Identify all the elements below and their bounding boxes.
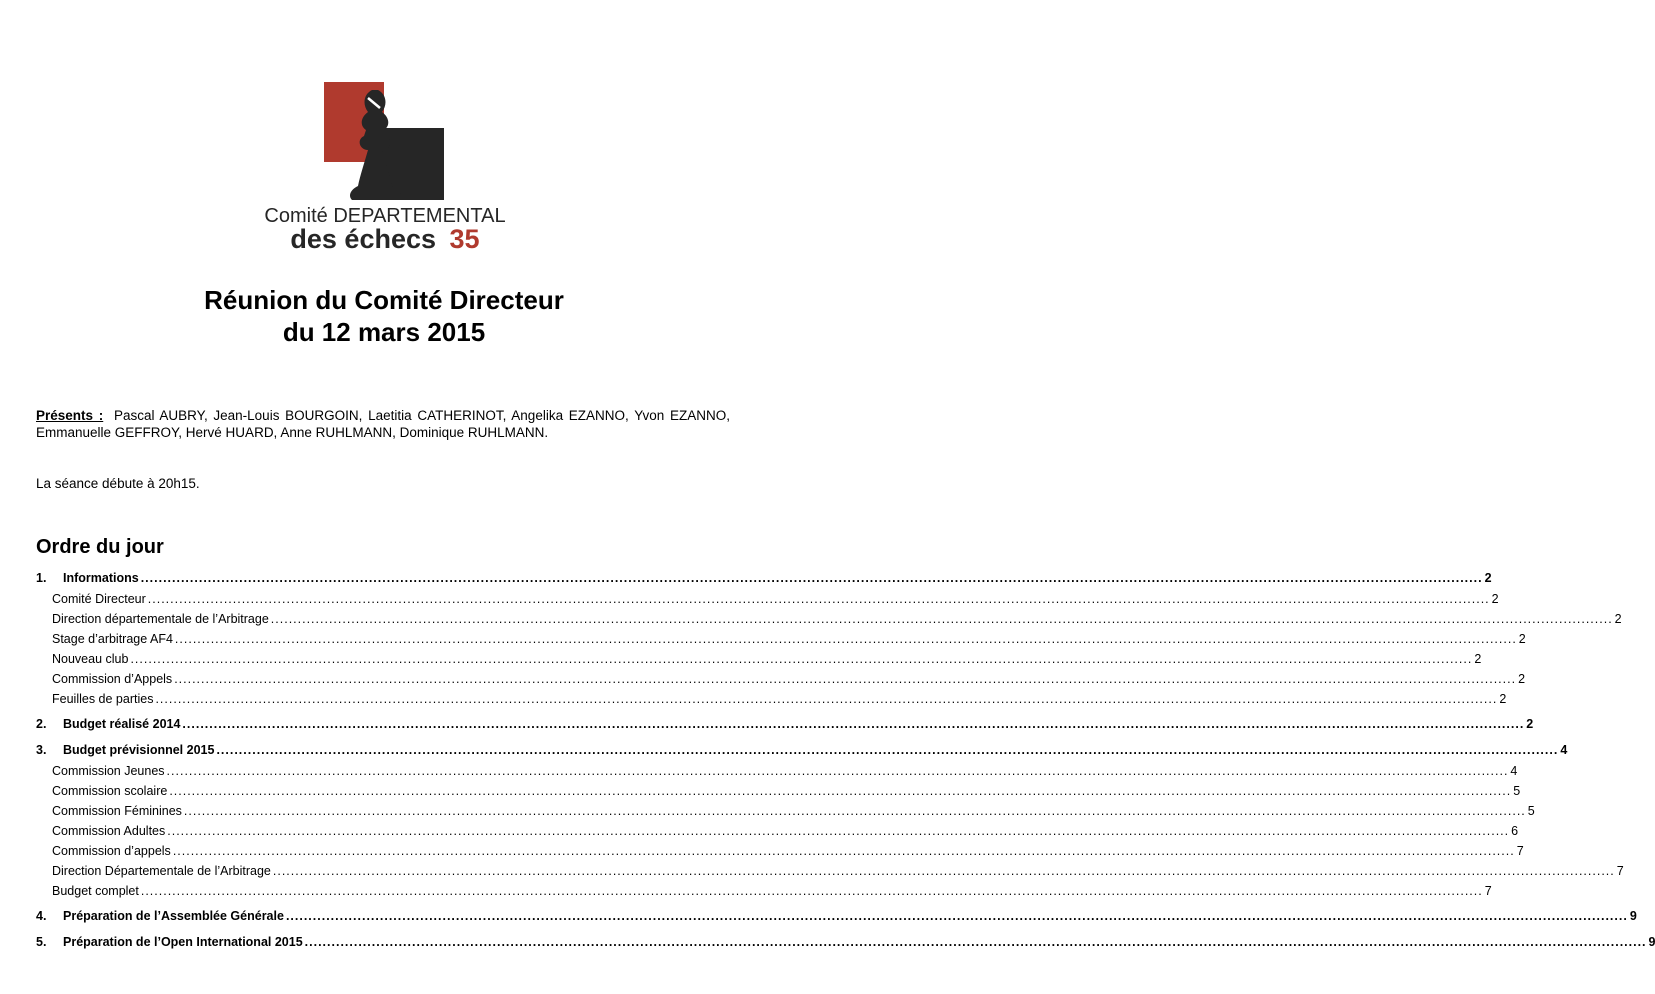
toc-entry-page: 6 bbox=[1511, 824, 1519, 838]
toc-entry[interactable] bbox=[36, 589, 1499, 609]
toc-dot-leader: ............................................................................................................................................................................................................................................................................................................ bbox=[174, 632, 1517, 646]
toc-entry-page: 2 bbox=[1614, 612, 1622, 626]
toc-entry-label: Commission scolaire bbox=[52, 784, 168, 798]
logo-line2 bbox=[290, 224, 479, 254]
logo-line2-text: des échecs bbox=[290, 224, 437, 254]
toc-entry[interactable] bbox=[36, 649, 1482, 669]
toc-entry-label: Préparation de l’Open International 2015 bbox=[63, 935, 303, 949]
toc-entry[interactable] bbox=[36, 861, 1624, 881]
toc-entry-page: 2 bbox=[1499, 692, 1507, 706]
session-start-text: La séance débute à 20h15. bbox=[36, 476, 200, 491]
toc-entry-label: Budget prévisionnel 2015 bbox=[63, 743, 215, 757]
table-of-contents bbox=[36, 568, 1655, 953]
toc-entry-label: Commission Adultes bbox=[52, 824, 166, 838]
toc-entry-page: 2 bbox=[1491, 592, 1499, 606]
toc-entry-label: Stage d’arbitrage AF4 bbox=[52, 632, 173, 646]
toc-entry-page: 9 bbox=[1648, 935, 1655, 949]
toc-dot-leader: ............................................................................................................................................................................................................................................................................................................ bbox=[272, 864, 1615, 878]
toc-dot-leader: ............................................................................................................................................................................................................................................................................................................ bbox=[130, 652, 1473, 666]
attendees-label: Présents : bbox=[36, 408, 104, 423]
toc-entry-label: Commission d’Appels bbox=[52, 672, 173, 686]
toc-entry[interactable] bbox=[36, 781, 1521, 801]
toc-entry-label: Budget réalisé 2014 bbox=[63, 717, 181, 731]
toc-entry-page: 2 bbox=[1474, 652, 1482, 666]
toc-entry-label: Nouveau club bbox=[52, 652, 129, 666]
toc-entry[interactable] bbox=[36, 689, 1507, 709]
toc-dot-leader: ............................................................................................................................................................................................................................................................................................................ bbox=[270, 612, 1613, 626]
toc-dot-leader: ............................................................................................................................................................................................................................................................................................................ bbox=[140, 571, 1483, 585]
toc-entry-number: 1. bbox=[36, 571, 47, 585]
toc-entry-label: Feuilles de parties bbox=[52, 692, 154, 706]
toc-entry[interactable] bbox=[36, 881, 1492, 901]
toc-dot-leader: ............................................................................................................................................................................................................................................................................................................ bbox=[169, 784, 1512, 798]
toc-entry-label: Informations bbox=[63, 571, 139, 585]
toc-dot-leader: ............................................................................................................................................................................................................................................................................................................ bbox=[166, 764, 1509, 778]
toc-entry-label: Direction départementale de l’Arbitrage bbox=[52, 612, 269, 626]
toc-entry[interactable] bbox=[36, 841, 1524, 861]
toc-entry-label: Budget complet bbox=[52, 884, 139, 898]
attendees-names: Pascal AUBRY, Jean-Louis BOURGOIN, Laetitia CATHERINOT, Angelika EZANNO, Yvon EZANNO, Emmanuelle GEFFROY, Hervé HUARD, Anne RUHLMANN, Dominique RUHLMANN. bbox=[36, 408, 730, 440]
attendees-paragraph bbox=[36, 407, 730, 441]
toc-dot-leader: ............................................................................................................................................................................................................................................................................................................ bbox=[182, 717, 1525, 731]
toc-entry[interactable] bbox=[36, 629, 1526, 649]
toc-entry[interactable] bbox=[36, 669, 1526, 689]
toc-entry-page: 7 bbox=[1616, 864, 1624, 878]
toc-dot-leader: ............................................................................................................................................................................................................................................................................................................ bbox=[174, 672, 1517, 686]
toc-entry-label: Comité Directeur bbox=[52, 592, 146, 606]
toc-entry-page: 2 bbox=[1526, 717, 1534, 731]
toc-dot-leader: ............................................................................................................................................................................................................................................................................................................ bbox=[216, 743, 1559, 757]
logo-number: 35 bbox=[449, 224, 480, 254]
toc-entry-page: 5 bbox=[1527, 804, 1535, 818]
toc-entry-label: Préparation de l’Assemblée Générale bbox=[63, 909, 284, 923]
toc-entry[interactable] bbox=[36, 714, 1534, 735]
toc-dot-leader: ............................................................................................................................................................................................................................................................................................................ bbox=[183, 804, 1526, 818]
toc-entry-page: 2 bbox=[1484, 571, 1492, 585]
toc-entry-label: Commission d’appels bbox=[52, 844, 171, 858]
agenda-heading: Ordre du jour bbox=[36, 536, 164, 558]
toc-entry-page: 2 bbox=[1518, 672, 1526, 686]
toc-entry-number: 4. bbox=[36, 909, 47, 923]
toc-entry-number: 5. bbox=[36, 935, 47, 949]
document-title-line1: Réunion du Comité Directeur bbox=[204, 285, 564, 315]
logo-line1: Comité DEPARTEMENTAL bbox=[264, 205, 506, 227]
document-title-line2: du 12 mars 2015 bbox=[282, 317, 486, 347]
toc-entry-page: 7 bbox=[1516, 844, 1524, 858]
toc-entry[interactable] bbox=[36, 906, 1637, 927]
toc-entry[interactable] bbox=[36, 821, 1519, 841]
toc-entry-page: 9 bbox=[1629, 909, 1637, 923]
toc-dot-leader: ............................................................................................................................................................................................................................................................................................................ bbox=[172, 844, 1515, 858]
toc-entry[interactable] bbox=[36, 761, 1518, 781]
toc-entry[interactable] bbox=[36, 568, 1492, 589]
toc-dot-leader: ............................................................................................................................................................................................................................................................................................................ bbox=[304, 935, 1647, 949]
logo bbox=[240, 80, 530, 252]
toc-entry-page: 4 bbox=[1560, 743, 1568, 757]
toc-dot-leader: ............................................................................................................................................................................................................................................................................................................ bbox=[285, 909, 1628, 923]
toc-dot-leader: ............................................................................................................................................................................................................................................................................................................ bbox=[147, 592, 1490, 606]
toc-entry-label: Commission Jeunes bbox=[52, 764, 165, 778]
toc-entry-number: 3. bbox=[36, 743, 47, 757]
toc-entry[interactable] bbox=[36, 609, 1622, 629]
toc-entry-page: 2 bbox=[1518, 632, 1526, 646]
toc-entry-label: Direction Départementale de l’Arbitrage bbox=[52, 864, 271, 878]
toc-entry[interactable] bbox=[36, 932, 1655, 953]
toc-entry-page: 5 bbox=[1513, 784, 1521, 798]
toc-dot-leader: ............................................................................................................................................................................................................................................................................................................ bbox=[140, 884, 1483, 898]
toc-entry[interactable] bbox=[36, 740, 1568, 761]
toc-dot-leader: ............................................................................................................................................................................................................................................................................................................ bbox=[167, 824, 1510, 838]
toc-entry-label: Commission Féminines bbox=[52, 804, 182, 818]
toc-dot-leader: ............................................................................................................................................................................................................................................................................................................ bbox=[155, 692, 1498, 706]
toc-entry-page: 7 bbox=[1484, 884, 1492, 898]
toc-entry-page: 4 bbox=[1510, 764, 1518, 778]
toc-entry-number: 2. bbox=[36, 717, 47, 731]
toc-entry[interactable] bbox=[36, 801, 1535, 821]
